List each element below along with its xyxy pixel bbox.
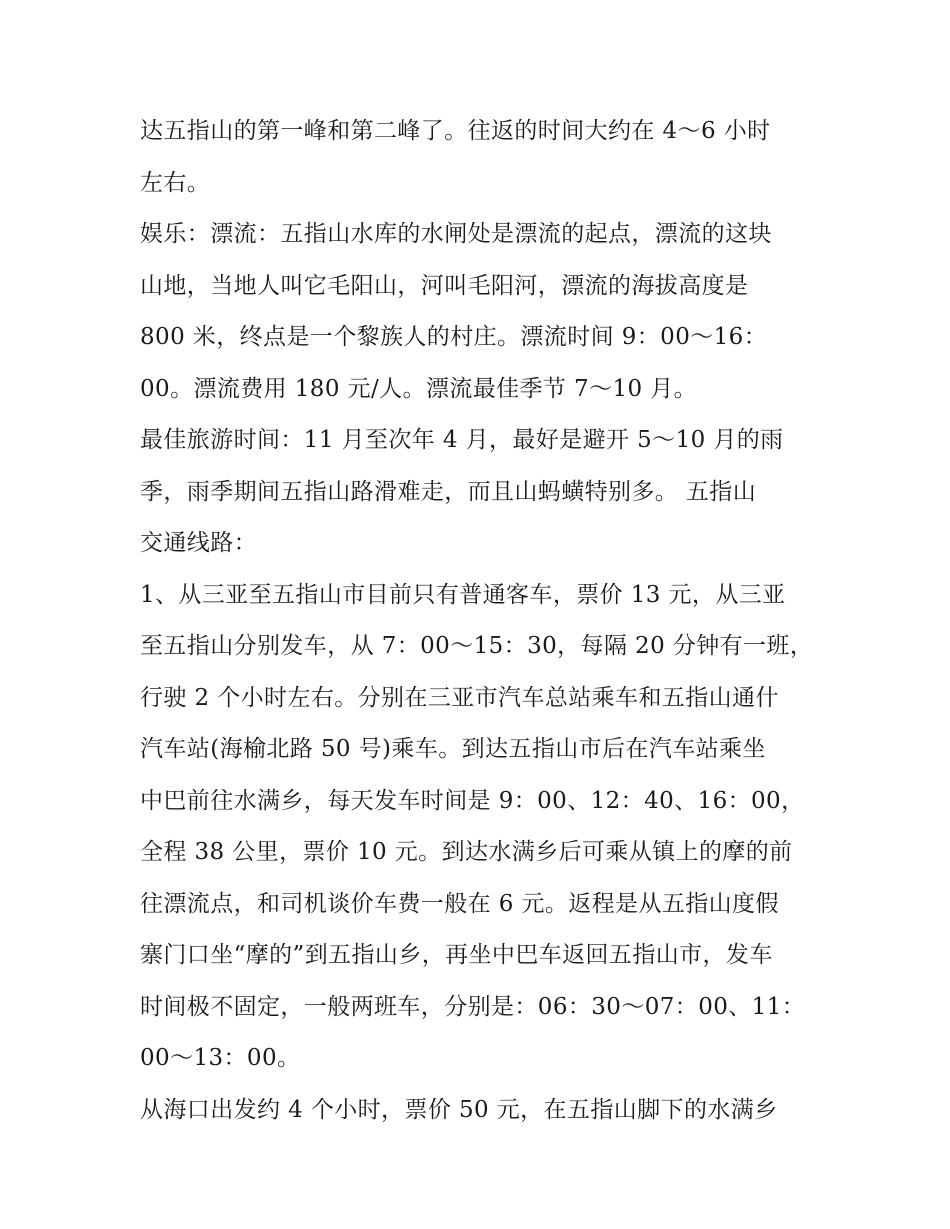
text-line: 往漂流点，和司机谈价车费一般在 6 元。返程是从五指山度假 [140,890,779,917]
text-line: 最佳旅游时间：11 月至次年 4 月，最好是避开 5～10 月的雨 [140,427,784,453]
text-line: 交通线路： [140,530,257,556]
text-line: 时间极不固定，一般两班车，分别是：06：30～07：00、11： [140,993,806,1020]
text-line: 寨门口坐“摩的”到五指山乡，再坐中巴车返回五指山市，发车 [140,942,773,968]
text-line: 汽车站(海榆北路 50 号)乘车。到达五指山市后在汽车站乘坐 [140,736,766,762]
text-line: 季，雨季期间五指山路滑难走，而且山蚂蟥特别多。 五指山 [140,478,757,505]
text-line: 行驶 2 个小时左右。分别在三亚市汽车总站乘车和五指山通什 [140,684,779,711]
text-line: 从海口出发约 4 个小时，票价 50 元，在五指山脚下的水满乡 [140,1096,778,1123]
text-line: 山地，当地人叫它毛阳山，河叫毛阳河，漂流的海拔高度是 [140,272,749,299]
text-line: 800 米，终点是一个黎族人的村庄。漂流时间 9：00～16： [140,324,768,350]
text-line: 中巴前往水满乡，每天发车时间是 9：00、12：40、16：00， [140,787,805,814]
document-page [140,106,830,1136]
text-line: 达五指山的第一峰和第二峰了。往返的时间大约在 4～6 小时 [140,118,771,144]
text-line: 00～13：00。 [140,1045,301,1071]
text-line: 娱乐：漂流：五指山水库的水闸处是漂流的起点，漂流的这块 [140,221,772,247]
text-line: 全程 38 公里，票价 10 元。到达水满乡后可乘从镇上的摩的前 [140,839,793,865]
text-line: 00。漂流费用 180 元/人。漂流最佳季节 7～10 月。 [140,375,698,402]
text-line: 左右。 [140,169,211,196]
text-line: 至五指山分别发车，从 7：00～15：30，每隔 20 分钟有一班， [140,633,814,659]
text-line: 1、从三亚至五指山市目前只有普通客车，票价 13 元，从三亚 [140,581,786,608]
